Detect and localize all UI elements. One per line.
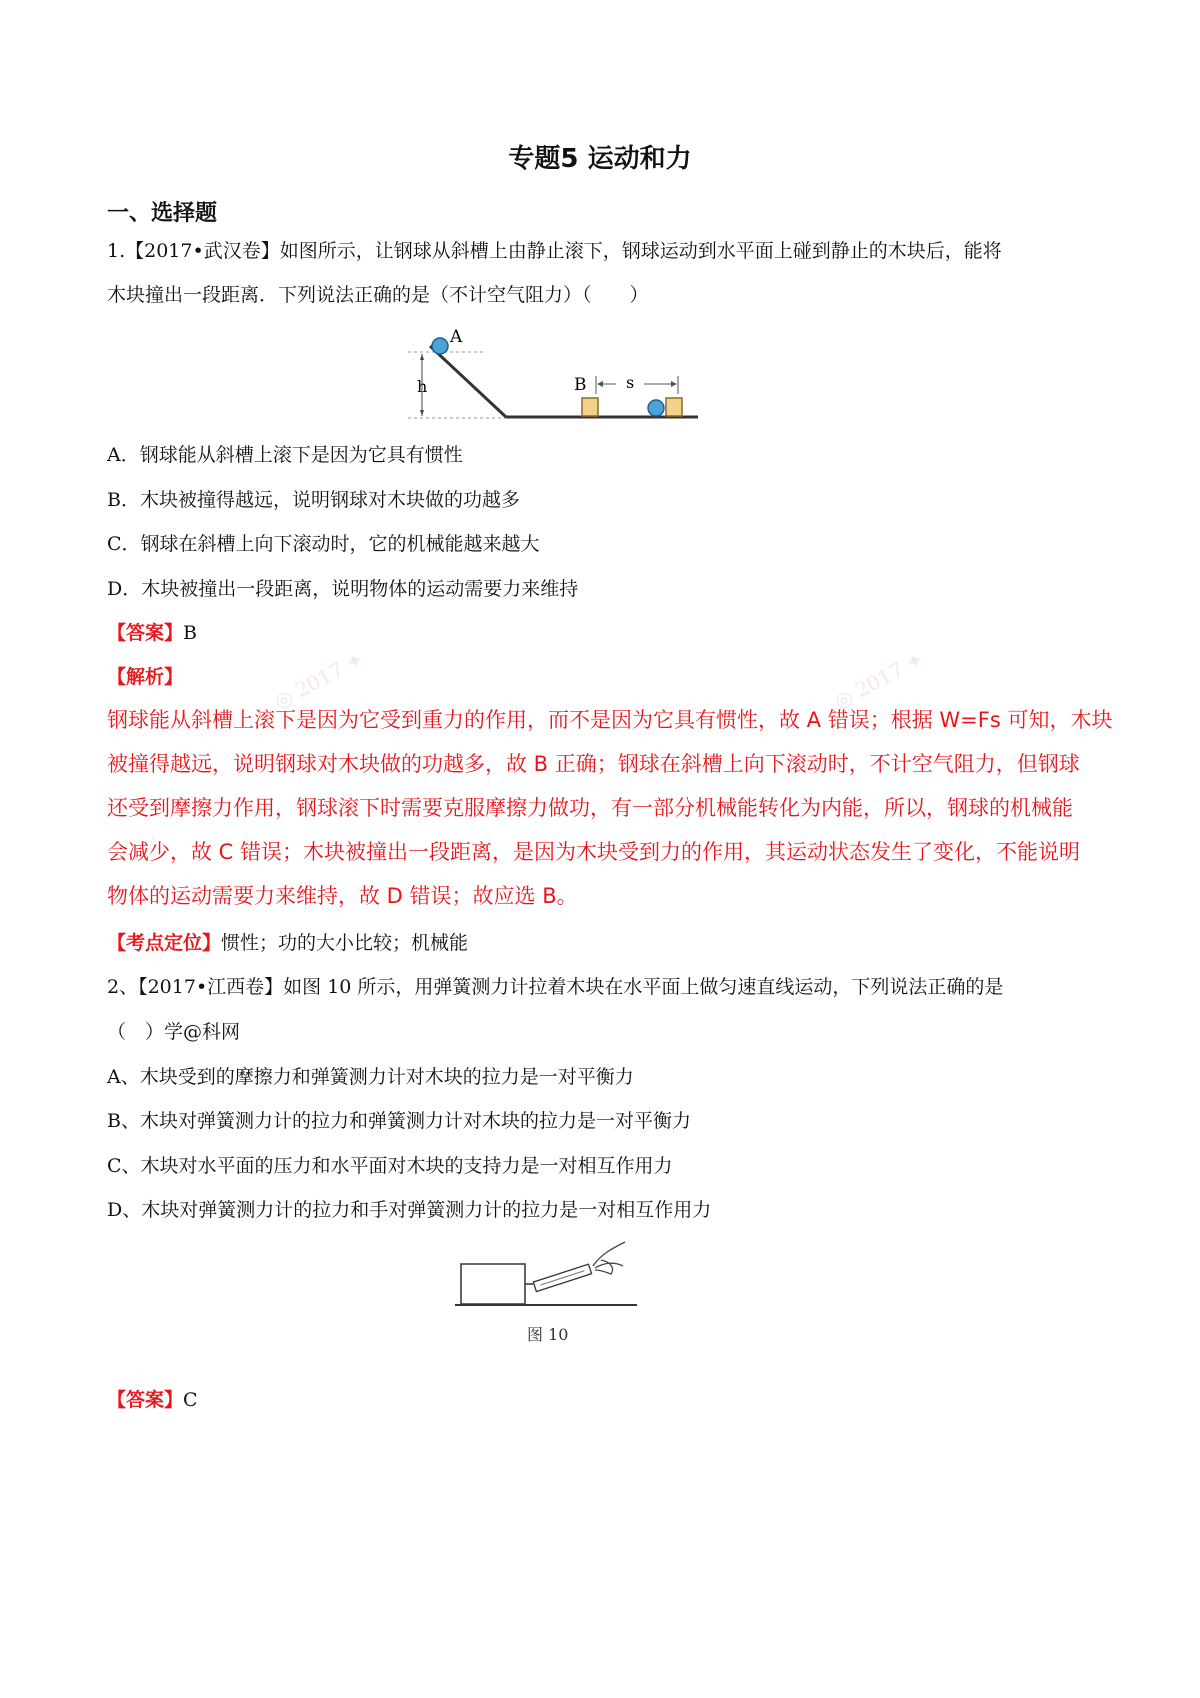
- q2-stem-line-1: 2、【2017•江西卷】如图 10 所示，用弹簧测力计拉着木块在水平面上做匀速直线运动，下列说法正确的是: [107, 976, 1004, 998]
- q1-option-d: D．木块被撞出一段距离，说明物体的运动需要力来维持: [107, 578, 579, 600]
- steel-ball-a: [432, 338, 448, 354]
- analysis-line-4: 会减少，故 C 错误；木块被撞出一段距离，是因为木块受到力的作用，其运动状态发生了变化，不能说明: [107, 840, 1081, 864]
- q1-option-a: A．钢球能从斜槽上滚下是因为它具有惯性: [107, 444, 463, 466]
- q1-analysis-heading: [107, 662, 1107, 692]
- q1-analysis-text: [107, 698, 1113, 918]
- q2-option-a: A、木块受到的摩擦力和弹簧测力计对木块的拉力是一对平衡力: [107, 1066, 634, 1088]
- wood-block-moved: [666, 398, 682, 416]
- q1-option-c: C．钢球在斜槽上向下滚动时，它的机械能越来越大: [107, 533, 540, 555]
- spring-scale-figure: [455, 1232, 655, 1347]
- analysis-line-2: 被撞得越远，说明钢球对木块做的功越多，故 B 正确；钢球在斜槽上向下滚动时，不计空气阻力，但钢球: [107, 752, 1080, 776]
- label-b: B: [574, 375, 587, 395]
- wood-block-b: [582, 398, 598, 416]
- q1-answer: [107, 618, 1107, 648]
- spring-scale: [533, 1264, 591, 1291]
- answer-label: 【答案】: [107, 622, 184, 644]
- wood-block: [461, 1264, 525, 1304]
- label-h: h: [417, 377, 428, 396]
- watermark-right: ◎ 2017 ✦: [830, 646, 928, 714]
- q2-answer: [107, 1385, 1107, 1415]
- figure-caption: 图 10: [527, 1325, 569, 1344]
- section-heading: 一、选择题: [107, 201, 218, 226]
- label-s: s: [626, 373, 635, 392]
- analysis-label: 【解析】: [107, 666, 184, 688]
- steel-ball-moved: [648, 400, 664, 416]
- q2-stem-line-2: （ ）学@科网: [107, 1021, 241, 1043]
- kaodian-label: 【考点定位】: [107, 932, 222, 954]
- q1-kaodian: [107, 928, 1107, 958]
- answer-label: 【答案】: [107, 1389, 184, 1411]
- label-a: A: [450, 327, 463, 347]
- analysis-line-3: 还受到摩擦力作用，钢球滚下时需要克服摩擦力做功，有一部分机械能转化为内能，所以，钢球的机械能: [107, 796, 1073, 820]
- page-title: 专题5 运动和力: [508, 144, 692, 174]
- answer-value: C: [183, 1389, 198, 1411]
- analysis-line-1: 钢球能从斜槽上滚下是因为它受到重力的作用，而不是因为它具有惯性，故 A 错误；根据 W=Fs 可知，木块: [107, 708, 1113, 732]
- q2-option-b: B、木块对弹簧测力计的拉力和弹簧测力计对木块的拉力是一对平衡力: [107, 1110, 691, 1132]
- answer-value: B: [183, 622, 197, 644]
- q2-option-c: C、木块对水平面的压力和水平面对木块的支持力是一对相互作用力: [107, 1155, 673, 1177]
- q1-option-b: B．木块被撞得越远，说明钢球对木块做的功越多: [107, 489, 520, 511]
- analysis-line-5: 物体的运动需要力来维持，故 D 错误；故应选 B。: [107, 884, 578, 908]
- hand-icon: [593, 1242, 625, 1274]
- q1-stem-line-2: 木块撞出一段距离．下列说法正确的是（不计空气阻力）（ ）: [107, 284, 649, 306]
- watermark-left: ◎ 2017 ✦: [270, 646, 368, 714]
- incline-ramp-figure: [400, 322, 710, 426]
- kaodian-value: 惯性；功的大小比较；机械能: [221, 932, 469, 954]
- q1-stem-line-1: 1.【2017•武汉卷】如图所示，让钢球从斜槽上由静止滚下，钢球运动到水平面上碰到静止的木块后，能将: [107, 240, 1002, 262]
- q2-option-d: D、木块对弹簧测力计的拉力和手对弹簧测力计的拉力是一对相互作用力: [107, 1199, 712, 1221]
